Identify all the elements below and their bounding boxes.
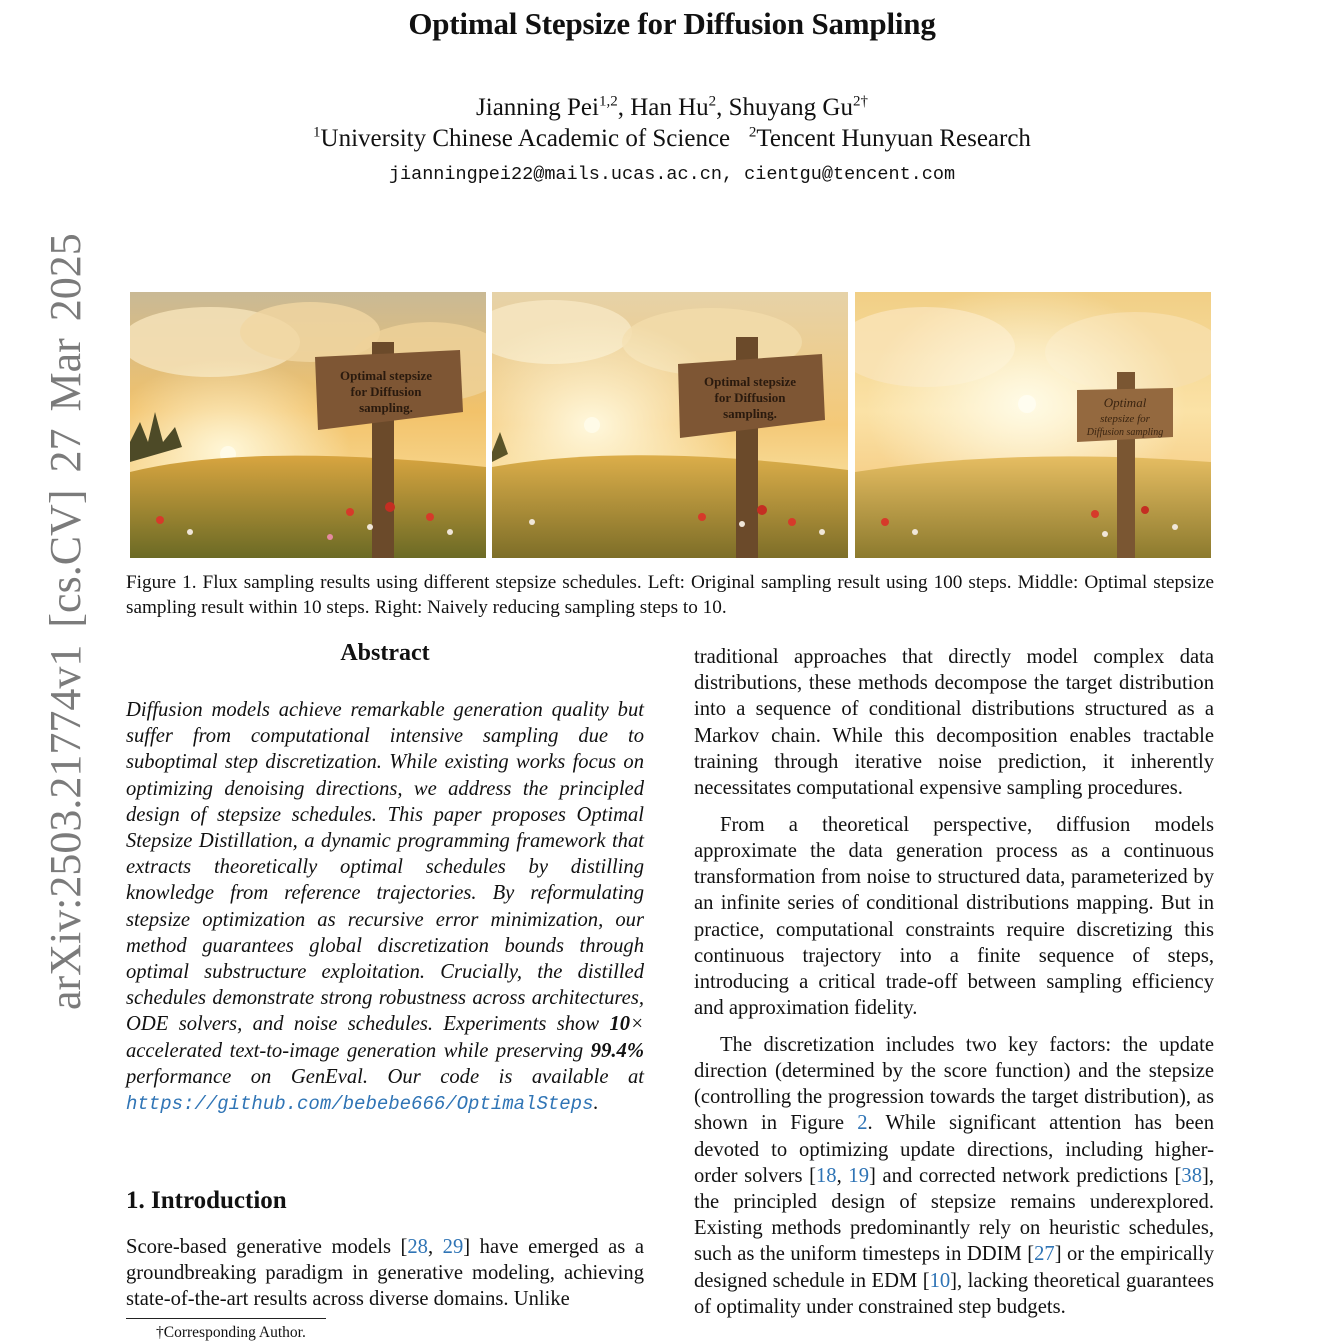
citation-link[interactable]: 38: [1181, 1164, 1202, 1187]
figure-image-middle: [492, 292, 848, 558]
citation-link[interactable]: 19: [848, 1164, 870, 1187]
author-affiliation-mark: 1,2: [598, 93, 618, 110]
paper-title: Optimal Stepsize for Diffusion Sampling: [408, 6, 936, 41]
body-text: ,: [427, 1236, 443, 1258]
section-heading: 1. Introduction: [126, 1187, 287, 1214]
body-text: ], the principled design of stepsize remains underexplored. Existing methods predominantly rely on heuristic schedules, such as the uniform timesteps in DDIM [: [694, 1164, 1215, 1266]
affiliation-mark: 1: [313, 124, 321, 141]
abstract-body: [126, 697, 644, 1117]
affiliation-name: University Chinese Academic of Science: [320, 125, 731, 152]
figure-caption: Figure 1. Flux sampling results using different stepsize schedules. Left: Original sampling result using 100 steps. Middle: Optimal stepsize sampling result within 10 steps. Right: Naively reducing sampling steps to 10.: [126, 572, 1214, 618]
affiliation-name: Tencent Hunyuan Research: [756, 125, 1031, 152]
body-text: The discretization includes two key factors: the update direction (determined by the score function) and the stepsize (controlling the progression towards the target distribution), as shown in Figure: [694, 1033, 1214, 1135]
body-text: ,: [836, 1164, 849, 1187]
citation-link[interactable]: 29: [442, 1236, 464, 1258]
author-list: Jianning Pei$^{1,2}$, Han Hu$^2$, Shuyang $Gu^{2\dagger}$: [476, 93, 868, 121]
abstract-emphasis: 10: [609, 1013, 631, 1036]
author-name: Han Hu: [630, 94, 709, 121]
body-paragraph: traditional approaches that directly model complex data distributions, these methods decompose the target distribution into a sequence of conditional distributions structured as a Markov chain. While this decomposition enables tractable training through iterative noise prediction, it inherently necessitates computational expensive sampling procedures.: [694, 646, 1214, 800]
sign-text-line: stepsize for: [1100, 413, 1150, 425]
body-paragraph: From a theoretical perspective, diffusion models approximate the data generation process as a continuous transformation from noise to structured data, parameterized by an infinite series of conditional distributions mapping. But in practice, computational constraints require discretizing this continuous trajectory into a finite sequence of steps, introducing a critical trade-off between sampling efficiency and approximation fidelity.: [694, 813, 1214, 1020]
abstract-heading: Abstract: [340, 640, 430, 666]
body-paragraph: [694, 1032, 1214, 1320]
sign-text-line: Optimal stepsize: [339, 368, 433, 383]
sign-text-line: sampling.: [359, 400, 413, 415]
body-text: ] and corrected network predictions [: [869, 1164, 1182, 1187]
figure-image-left: [130, 292, 486, 558]
sign-text-line: for Diffusion: [714, 390, 786, 405]
sign-text-line: Optimal stepsize: [703, 374, 797, 389]
citation-link[interactable]: 18: [816, 1164, 837, 1187]
footnote: †Corresponding Author.: [156, 1324, 306, 1341]
author-affiliation-mark: 2†: [852, 93, 868, 110]
intro-paragraph: [126, 1234, 644, 1313]
sign-text-line: Optimal: [1103, 395, 1147, 410]
footnote-rule: [126, 1318, 326, 1319]
body-text: ] have emerged as a groundbreaking paradigm in generative modeling, achieving state-of-the-art results across diverse domains. Unlike: [126, 1236, 644, 1311]
sign-text-line: for Diffusion: [350, 384, 422, 399]
arxiv-stamp: arXiv:2503.21774v1 [cs.CV] 27 Mar 2025: [41, 233, 90, 1010]
right-column: [694, 644, 1214, 1331]
body-text: ], lacking theoretical guarantees of optimality under constrained step budgets.: [694, 1269, 1214, 1318]
code-link[interactable]: https://github.com/bebebe666/OptimalSteps: [126, 1093, 594, 1116]
author-emails: jianningpei22@mails.ucas.ac.cn, cientgu@tencent.com: [388, 164, 956, 185]
citation-link[interactable]: 27: [1034, 1243, 1055, 1266]
body-text: ] or the empirically designed schedule in EDM [: [694, 1243, 1214, 1292]
abstract-emphasis: 99.4%: [590, 1039, 644, 1062]
figure-image-right: [855, 292, 1211, 558]
sign-text-line: sampling.: [723, 406, 777, 421]
author-name: Shuyang Gu: [728, 94, 853, 121]
figure-ref-link[interactable]: 2: [857, 1112, 868, 1135]
author-affiliation-mark: 2: [708, 93, 717, 110]
affiliation-mark: 2: [748, 124, 757, 141]
citation-link[interactable]: 28: [407, 1236, 428, 1258]
body-text: . While significant attention has been devoted to optimizing update directions, including higher-order solvers [: [694, 1112, 1214, 1187]
body-text: Score-based generative models [: [126, 1236, 408, 1258]
abstract-text: × accelerated text-to-image generation while preserving: [126, 1013, 644, 1062]
abstract-text: performance on GenEval. Our code is available at: [126, 1065, 644, 1088]
author-name: Jianning Pei: [476, 94, 599, 121]
abstract-text: .: [593, 1092, 599, 1115]
affiliations: [0, 125, 1344, 153]
sign-text-line: Diffusion sampling: [1086, 427, 1164, 438]
citation-link[interactable]: 10: [929, 1269, 951, 1292]
abstract-text: Diffusion models achieve remarkable generation quality but suffer from computational intensive sampling due to suboptimal step discretization. While existing works focus on optimizing denoising directions, we address the principled design of stepsize schedules. This paper proposes Optimal Stepsize Distillation, a dynamic programming framework that extracts theoretically optimal schedules by distilling knowledge from reference trajectories. By reformulating stepsize optimization as recursive error minimization, our method guarantees global discretization bounds through optimal substructure exploitation. Crucially, the distilled schedules demonstrate strong robustness across architectures, ODE solvers, and noise schedules. Experiments show: [126, 699, 644, 1036]
